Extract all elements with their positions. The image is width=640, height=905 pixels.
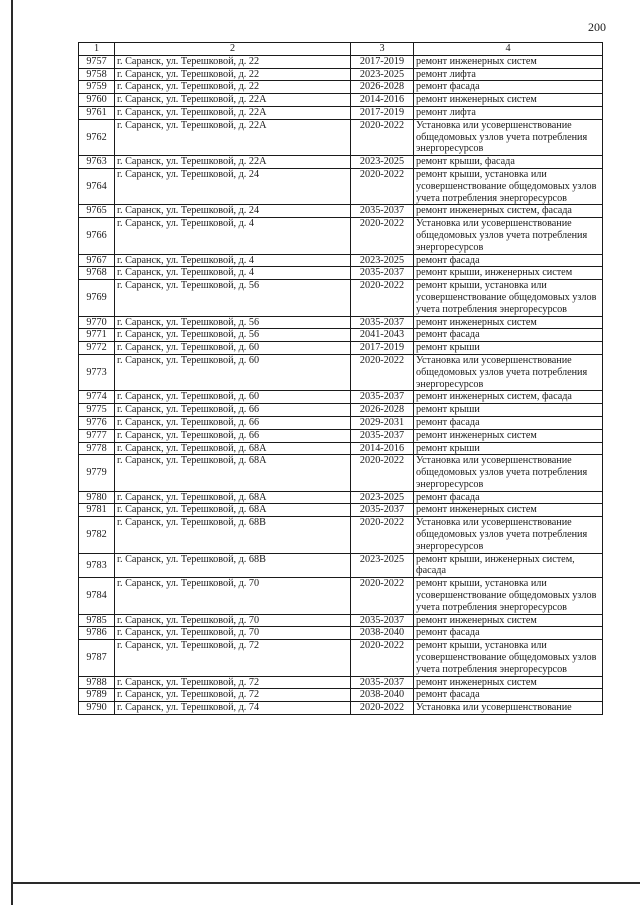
work-type-cell: ремонт крыши, установка или усовершенствование общедомовых узлов учета потребления энергоресурсов bbox=[414, 280, 603, 316]
row-number: 9788 bbox=[79, 676, 115, 689]
table-row bbox=[79, 342, 603, 355]
table-row bbox=[79, 68, 603, 81]
table-row bbox=[79, 354, 603, 390]
table-row bbox=[79, 553, 603, 578]
row-number: 9776 bbox=[79, 416, 115, 429]
period-cell: 2023-2025 bbox=[351, 254, 414, 267]
period-cell: 2035-2037 bbox=[351, 614, 414, 627]
table-row bbox=[79, 676, 603, 689]
address-cell: г. Саранск, ул. Терешковой, д. 70 bbox=[115, 614, 351, 627]
work-type-cell: Установка или усовершенствование bbox=[414, 702, 603, 715]
row-number: 9770 bbox=[79, 316, 115, 329]
work-type-cell: ремонт крыши, инженерных систем, фасада bbox=[414, 553, 603, 578]
work-type-cell: ремонт фасада bbox=[414, 416, 603, 429]
row-number: 9768 bbox=[79, 267, 115, 280]
period-cell: 2020-2022 bbox=[351, 578, 414, 614]
work-type-cell: ремонт фасада bbox=[414, 689, 603, 702]
row-number: 9760 bbox=[79, 94, 115, 107]
row-number: 9763 bbox=[79, 156, 115, 169]
work-type-cell: ремонт крыши bbox=[414, 342, 603, 355]
table-row bbox=[79, 55, 603, 68]
work-type-cell: ремонт крыши bbox=[414, 442, 603, 455]
address-cell: г. Саранск, ул. Терешковой, д. 56 bbox=[115, 316, 351, 329]
table-row bbox=[79, 156, 603, 169]
work-type-cell: ремонт инженерных систем bbox=[414, 676, 603, 689]
work-type-cell: ремонт крыши, установка или усовершенствование общедомовых узлов учета потребления энергоресурсов bbox=[414, 640, 603, 676]
work-type-cell: Установка или усовершенствование общедомовых узлов учета потребления энергоресурсов bbox=[414, 218, 603, 254]
period-cell: 2020-2022 bbox=[351, 455, 414, 491]
address-cell: г. Саранск, ул. Терешковой, д. 72 bbox=[115, 676, 351, 689]
address-cell: г. Саранск, ул. Терешковой, д. 68А bbox=[115, 455, 351, 491]
scan-border-bottom bbox=[11, 882, 640, 884]
period-cell: 2035-2037 bbox=[351, 391, 414, 404]
work-type-cell: ремонт крыши, установка или усовершенствование общедомовых узлов учета потребления энергоресурсов bbox=[414, 168, 603, 204]
address-cell: г. Саранск, ул. Терешковой, д. 72 bbox=[115, 640, 351, 676]
address-cell: г. Саранск, ул. Терешковой, д. 60 bbox=[115, 391, 351, 404]
work-type-cell: Установка или усовершенствование общедомовых узлов учета потребления энергоресурсов bbox=[414, 354, 603, 390]
scan-border-left bbox=[11, 0, 13, 905]
table-row bbox=[79, 640, 603, 676]
work-type-cell: ремонт инженерных систем bbox=[414, 55, 603, 68]
period-cell: 2017-2019 bbox=[351, 342, 414, 355]
address-cell: г. Саранск, ул. Терешковой, д. 22 bbox=[115, 55, 351, 68]
table-row bbox=[79, 689, 603, 702]
address-cell: г. Саранск, ул. Терешковой, д. 70 bbox=[115, 578, 351, 614]
period-cell: 2020-2022 bbox=[351, 702, 414, 715]
column-header-1: 1 bbox=[79, 43, 115, 56]
address-cell: г. Саранск, ул. Терешковой, д. 68В bbox=[115, 553, 351, 578]
row-number: 9777 bbox=[79, 429, 115, 442]
table-row bbox=[79, 517, 603, 553]
table-row bbox=[79, 391, 603, 404]
row-number: 9784 bbox=[79, 578, 115, 614]
table-row bbox=[79, 81, 603, 94]
work-type-cell: ремонт инженерных систем bbox=[414, 94, 603, 107]
period-cell: 2020-2022 bbox=[351, 119, 414, 155]
period-cell: 2020-2022 bbox=[351, 218, 414, 254]
table-row bbox=[79, 205, 603, 218]
address-cell: г. Саранск, ул. Терешковой, д. 70 bbox=[115, 627, 351, 640]
address-cell: г. Саранск, ул. Терешковой, д. 22А bbox=[115, 94, 351, 107]
work-type-cell: ремонт инженерных систем bbox=[414, 504, 603, 517]
column-header-3: 3 bbox=[351, 43, 414, 56]
table-row bbox=[79, 627, 603, 640]
page-number: 200 bbox=[588, 20, 606, 34]
period-cell: 2023-2025 bbox=[351, 553, 414, 578]
period-cell: 2035-2037 bbox=[351, 267, 414, 280]
address-cell: г. Саранск, ул. Терешковой, д. 22 bbox=[115, 81, 351, 94]
row-number: 9757 bbox=[79, 55, 115, 68]
table-row bbox=[79, 119, 603, 155]
period-cell: 2035-2037 bbox=[351, 429, 414, 442]
period-cell: 2035-2037 bbox=[351, 205, 414, 218]
address-cell: г. Саранск, ул. Терешковой, д. 74 bbox=[115, 702, 351, 715]
work-type-cell: ремонт фасада bbox=[414, 81, 603, 94]
table-row bbox=[79, 329, 603, 342]
address-cell: г. Саранск, ул. Терешковой, д. 24 bbox=[115, 205, 351, 218]
column-header-2: 2 bbox=[115, 43, 351, 56]
period-cell: 2020-2022 bbox=[351, 280, 414, 316]
period-cell: 2020-2022 bbox=[351, 168, 414, 204]
address-cell: г. Саранск, ул. Терешковой, д. 56 bbox=[115, 280, 351, 316]
table-row bbox=[79, 491, 603, 504]
column-number-row bbox=[79, 43, 603, 56]
table-row bbox=[79, 416, 603, 429]
row-number: 9765 bbox=[79, 205, 115, 218]
period-cell: 2020-2022 bbox=[351, 354, 414, 390]
work-type-cell: ремонт фасада bbox=[414, 254, 603, 267]
row-number: 9786 bbox=[79, 627, 115, 640]
row-number: 9778 bbox=[79, 442, 115, 455]
row-number: 9783 bbox=[79, 553, 115, 578]
work-type-cell: ремонт инженерных систем bbox=[414, 429, 603, 442]
address-cell: г. Саранск, ул. Терешковой, д. 22А bbox=[115, 106, 351, 119]
address-cell: г. Саранск, ул. Терешковой, д. 60 bbox=[115, 354, 351, 390]
address-cell: г. Саранск, ул. Терешковой, д. 68А bbox=[115, 504, 351, 517]
row-number: 9759 bbox=[79, 81, 115, 94]
period-cell: 2041-2043 bbox=[351, 329, 414, 342]
work-type-cell: ремонт крыши bbox=[414, 404, 603, 417]
period-cell: 2026-2028 bbox=[351, 81, 414, 94]
table-row bbox=[79, 316, 603, 329]
row-number: 9790 bbox=[79, 702, 115, 715]
period-cell: 2035-2037 bbox=[351, 676, 414, 689]
period-cell: 2029-2031 bbox=[351, 416, 414, 429]
table-row bbox=[79, 218, 603, 254]
work-type-cell: ремонт фасада bbox=[414, 491, 603, 504]
row-number: 9766 bbox=[79, 218, 115, 254]
row-number: 9782 bbox=[79, 517, 115, 553]
address-cell: г. Саранск, ул. Терешковой, д. 68В bbox=[115, 517, 351, 553]
table-row bbox=[79, 578, 603, 614]
row-number: 9779 bbox=[79, 455, 115, 491]
work-type-cell: Установка или усовершенствование общедомовых узлов учета потребления энергоресурсов bbox=[414, 455, 603, 491]
row-number: 9771 bbox=[79, 329, 115, 342]
row-number: 9772 bbox=[79, 342, 115, 355]
period-cell: 2014-2016 bbox=[351, 442, 414, 455]
work-type-cell: ремонт лифта bbox=[414, 68, 603, 81]
table-row bbox=[79, 455, 603, 491]
work-type-cell: ремонт инженерных систем bbox=[414, 316, 603, 329]
row-number: 9767 bbox=[79, 254, 115, 267]
row-number: 9785 bbox=[79, 614, 115, 627]
address-cell: г. Саранск, ул. Терешковой, д. 22А bbox=[115, 156, 351, 169]
table-row bbox=[79, 168, 603, 204]
address-cell: г. Саранск, ул. Терешковой, д. 56 bbox=[115, 329, 351, 342]
work-type-cell: ремонт инженерных систем, фасада bbox=[414, 205, 603, 218]
address-cell: г. Саранск, ул. Терешковой, д. 72 bbox=[115, 689, 351, 702]
period-cell: 2035-2037 bbox=[351, 504, 414, 517]
address-cell: г. Саранск, ул. Терешковой, д. 24 bbox=[115, 168, 351, 204]
period-cell: 2020-2022 bbox=[351, 517, 414, 553]
period-cell: 2026-2028 bbox=[351, 404, 414, 417]
period-cell: 2038-2040 bbox=[351, 689, 414, 702]
address-cell: г. Саранск, ул. Терешковой, д. 66 bbox=[115, 416, 351, 429]
work-type-cell: ремонт крыши, установка или усовершенствование общедомовых узлов учета потребления энергоресурсов bbox=[414, 578, 603, 614]
row-number: 9762 bbox=[79, 119, 115, 155]
table-row bbox=[79, 442, 603, 455]
period-cell: 2014-2016 bbox=[351, 94, 414, 107]
work-type-cell: Установка или усовершенствование общедомовых узлов учета потребления энергоресурсов bbox=[414, 119, 603, 155]
address-cell: г. Саранск, ул. Терешковой, д. 4 bbox=[115, 254, 351, 267]
address-cell: г. Саранск, ул. Терешковой, д. 68А bbox=[115, 442, 351, 455]
work-type-cell: ремонт фасада bbox=[414, 329, 603, 342]
address-cell: г. Саранск, ул. Терешковой, д. 4 bbox=[115, 267, 351, 280]
period-cell: 2023-2025 bbox=[351, 156, 414, 169]
row-number: 9775 bbox=[79, 404, 115, 417]
row-number: 9780 bbox=[79, 491, 115, 504]
period-cell: 2017-2019 bbox=[351, 106, 414, 119]
period-cell: 2017-2019 bbox=[351, 55, 414, 68]
row-number: 9769 bbox=[79, 280, 115, 316]
row-number: 9758 bbox=[79, 68, 115, 81]
address-cell: г. Саранск, ул. Терешковой, д. 4 bbox=[115, 218, 351, 254]
table-row bbox=[79, 702, 603, 715]
table-row bbox=[79, 106, 603, 119]
row-number: 9773 bbox=[79, 354, 115, 390]
table-row bbox=[79, 267, 603, 280]
address-cell: г. Саранск, ул. Терешковой, д. 60 bbox=[115, 342, 351, 355]
period-cell: 2023-2025 bbox=[351, 491, 414, 504]
row-number: 9761 bbox=[79, 106, 115, 119]
work-type-cell: ремонт инженерных систем, фасада bbox=[414, 391, 603, 404]
row-number: 9781 bbox=[79, 504, 115, 517]
row-number: 9764 bbox=[79, 168, 115, 204]
table-row bbox=[79, 254, 603, 267]
period-cell: 2035-2037 bbox=[351, 316, 414, 329]
table-row bbox=[79, 504, 603, 517]
row-number: 9787 bbox=[79, 640, 115, 676]
address-cell: г. Саранск, ул. Терешковой, д. 66 bbox=[115, 429, 351, 442]
row-number: 9774 bbox=[79, 391, 115, 404]
work-type-cell: ремонт крыши, фасада bbox=[414, 156, 603, 169]
address-cell: г. Саранск, ул. Терешковой, д. 22 bbox=[115, 68, 351, 81]
table-row bbox=[79, 280, 603, 316]
work-type-cell: ремонт фасада bbox=[414, 627, 603, 640]
work-type-cell: ремонт крыши, инженерных систем bbox=[414, 267, 603, 280]
address-cell: г. Саранск, ул. Терешковой, д. 22А bbox=[115, 119, 351, 155]
row-number: 9789 bbox=[79, 689, 115, 702]
work-type-cell: ремонт лифта bbox=[414, 106, 603, 119]
table-row bbox=[79, 614, 603, 627]
table-row bbox=[79, 429, 603, 442]
column-header-4: 4 bbox=[414, 43, 603, 56]
period-cell: 2023-2025 bbox=[351, 68, 414, 81]
period-cell: 2020-2022 bbox=[351, 640, 414, 676]
table-body bbox=[79, 55, 603, 714]
table-row bbox=[79, 404, 603, 417]
repair-schedule-table bbox=[78, 42, 603, 715]
period-cell: 2038-2040 bbox=[351, 627, 414, 640]
table-row bbox=[79, 94, 603, 107]
work-type-cell: ремонт инженерных систем bbox=[414, 614, 603, 627]
address-cell: г. Саранск, ул. Терешковой, д. 66 bbox=[115, 404, 351, 417]
work-type-cell: Установка или усовершенствование общедомовых узлов учета потребления энергоресурсов bbox=[414, 517, 603, 553]
address-cell: г. Саранск, ул. Терешковой, д. 68А bbox=[115, 491, 351, 504]
